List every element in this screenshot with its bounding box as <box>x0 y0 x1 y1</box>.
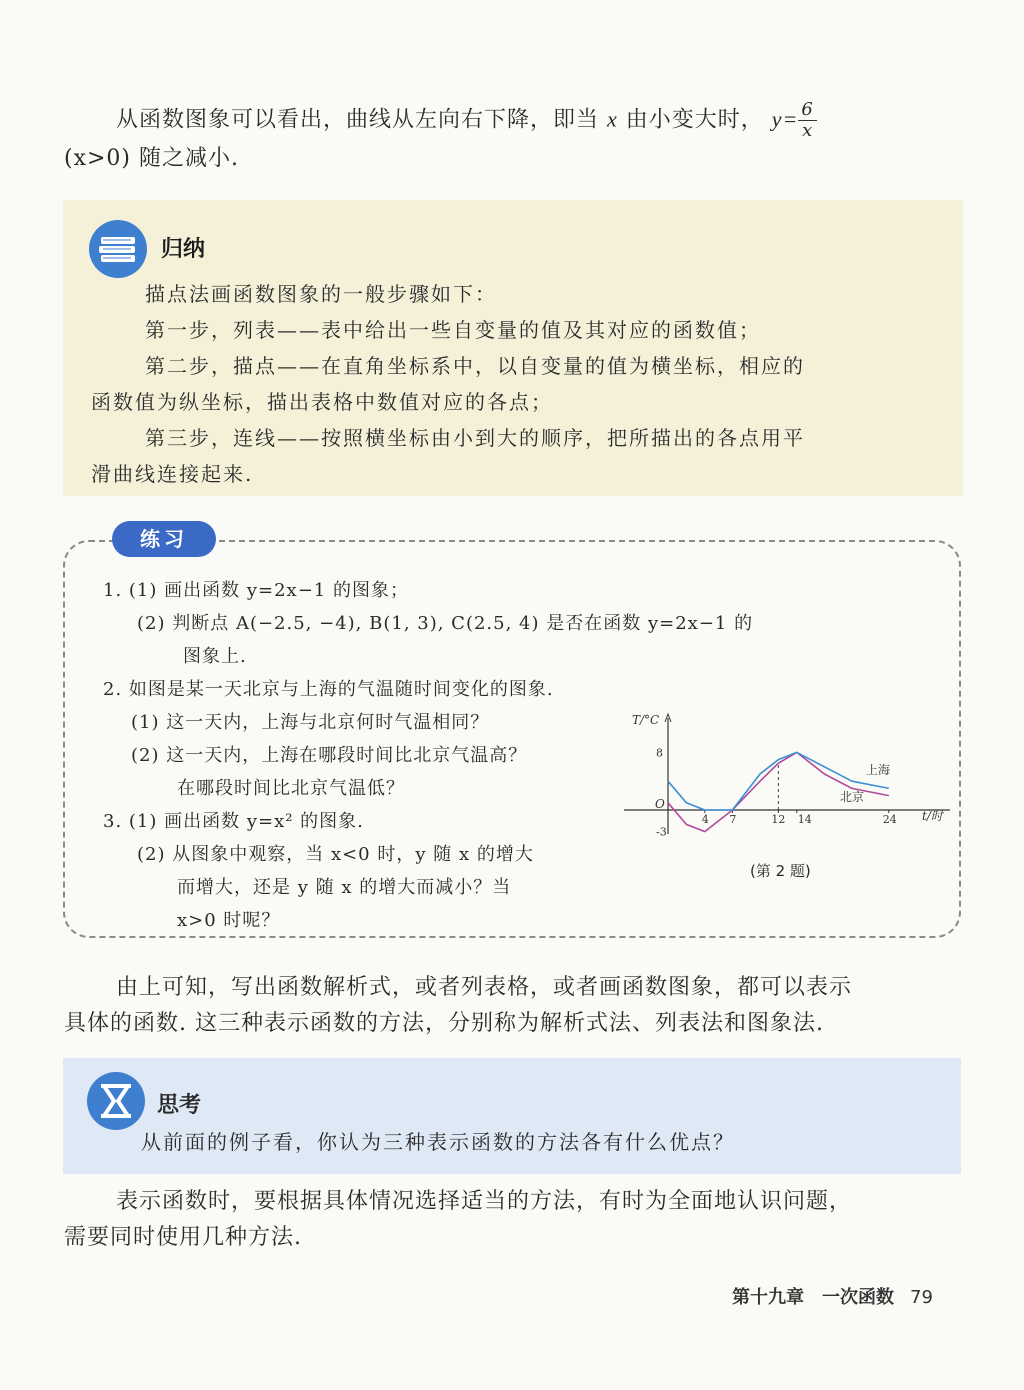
y-tick-label: -3 <box>656 825 667 839</box>
series-label-beijing: 北京 <box>840 790 865 804</box>
exercise-3-2-end: x>0 时呢？ <box>177 910 281 931</box>
exercise-1-1: 1. (1) 画出函数 y=2x−1 的图象； <box>103 580 409 601</box>
summary-line: 第三步，连线——按照横坐标由小到大的顺序，把所描出的各点用平 <box>145 426 805 450</box>
summary-line: 第一步，列表——表中给出一些自变量的值及其对应的函数值； <box>145 318 761 342</box>
practice-label: 练习 <box>112 521 216 557</box>
summary-line: 描点法画函数图象的一般步骤如下： <box>145 282 497 306</box>
fraction <box>798 100 816 141</box>
intro-line-1 <box>64 100 964 141</box>
summary-title: 归纳 <box>161 237 206 262</box>
intro-paragraph <box>64 100 964 177</box>
think-title: 思考 <box>157 1093 202 1118</box>
paragraph-1 <box>64 970 964 1042</box>
exercise-3-1: 3. (1) 画出函数 y=x² 的图象. <box>103 811 364 832</box>
exercise-1-2: (2) 判断点 A(−2.5, −4), B(1, 3), C(2.5, 4) 是否在函数 y=2x−1 的 <box>137 613 754 634</box>
y-axis-label: T/°C <box>632 713 660 727</box>
func-lhs: y= <box>771 106 799 132</box>
x-tick-label: 24 <box>882 813 897 826</box>
exercise-2-2: (2) 这一天内，上海在哪段时间比北京气温高？ <box>131 745 528 766</box>
temperature-chart <box>620 706 960 840</box>
paragraph-2-line-1: 表示函数时，要根据具体情况选择适当的方法，有时为全面地认识问题， <box>116 1189 853 1214</box>
exercise-2-1: (1) 这一天内，上海与北京何时气温相同？ <box>131 712 490 733</box>
exercise-2: 2. 如图是某一天北京与上海的气温随时间变化的图象. <box>103 679 554 700</box>
summary-lines <box>91 276 941 492</box>
x-tick-label: 4 <box>701 813 709 826</box>
intro-text-b: 由小变大时， <box>625 107 764 133</box>
exercise-2-2-cont: 在哪段时间比北京气温低？ <box>177 778 405 799</box>
x-axis-label: t/时 <box>922 809 943 823</box>
x-tick-label: 14 <box>797 813 812 826</box>
page-footer <box>732 1283 933 1309</box>
exercise-1-2-cont: 图象上. <box>183 646 247 667</box>
series-label-shanghai: 上海 <box>866 763 891 777</box>
frac-numerator: 6 <box>798 100 816 121</box>
summary-line: 第二步，描点——在直角坐标系中，以自变量的值为横坐标，相应的 <box>145 354 805 378</box>
var-x: x <box>607 106 618 132</box>
frac-denominator: x <box>802 120 814 141</box>
intro-line-2: (x>0) 随之减小. <box>64 146 239 171</box>
summary-line: 滑曲线连接起来. <box>91 462 254 486</box>
chapter-title: 第十九章 一次函数 <box>732 1287 894 1308</box>
think-text: 从前面的例子看，你认为三种表示函数的方法各有什么优点？ <box>141 1130 735 1154</box>
origin-label: O <box>655 797 665 811</box>
think-box <box>63 1058 961 1174</box>
summary-box <box>63 200 963 496</box>
exercise-3-2: (2) 从图象中观察，当 x<0 时，y 随 x 的增大 <box>137 844 534 865</box>
hourglass-icon <box>87 1072 145 1130</box>
paragraph-2 <box>64 1184 964 1256</box>
summary-line: 函数值为纵坐标，描出表格中数值对应的各点； <box>91 390 553 414</box>
books-icon <box>89 220 147 278</box>
paragraph-2-line-2: 需要同时使用几种方法. <box>64 1225 302 1250</box>
chart-caption: (第 2 题) <box>750 862 811 880</box>
y-tick-label: 8 <box>656 746 663 760</box>
exercise-3-2-cont: 而增大，还是 y 随 x 的增大而减小？当 <box>177 877 512 898</box>
page-number: 79 <box>910 1287 933 1308</box>
intro-text-a: 从函数图象可以看出，曲线从左向右下降，即当 <box>116 107 600 133</box>
paragraph-1-line-1: 由上可知，写出函数解析式，或者列表格，或者画函数图象，都可以表示 <box>116 975 853 1000</box>
paragraph-1-line-2: 具体的函数. 这三种表示函数的方法，分别称为解析式法、列表法和图象法. <box>64 1011 824 1036</box>
x-tick-label: 7 <box>729 813 737 826</box>
x-tick-label: 12 <box>771 813 786 826</box>
